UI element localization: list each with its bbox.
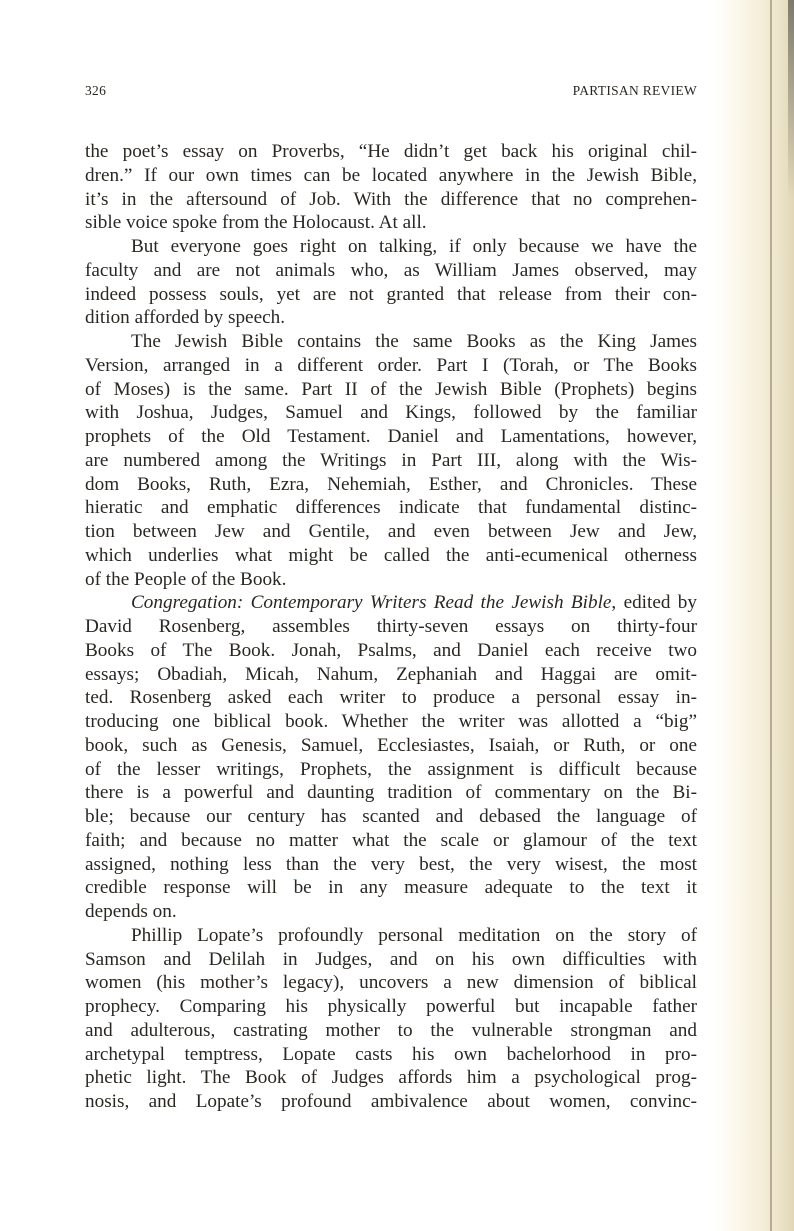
- book-title: Congregation: Contemporary Writers Read the Jewish Bible: [131, 592, 612, 614]
- paragraph-1: [85, 140, 697, 235]
- text-line: phetic light. The Book of Judges affords him a psychological prog-: [85, 1067, 697, 1089]
- text-line: Books of The Book. Jonah, Psalms, and Daniel each receive two: [85, 639, 697, 661]
- text-line: nosis, and Lopate’s profound ambivalence about women, convinc-: [85, 1091, 697, 1112]
- text-line: Samson and Delilah in Judges, and on his own difficulties with: [85, 948, 697, 970]
- paragraph-2: [85, 235, 697, 330]
- text-line: faith; and because no matter what the scale or glamour of the text: [85, 829, 697, 851]
- page-corner-shadow: [788, 0, 794, 200]
- page-number: 326: [85, 83, 107, 98]
- text-line: essays; Obadiah, Micah, Nahum, Zephaniah and Haggai are omit-: [85, 663, 697, 685]
- text-line: indeed possess souls, yet are not granted that release from their con-: [85, 283, 697, 305]
- page-edge-shadow: [714, 0, 794, 1231]
- text-line: there is a powerful and daunting tradition of commentary on the Bi-: [85, 782, 697, 804]
- text-line: book, such as Genesis, Samuel, Ecclesiastes, Isaiah, or Ruth, or one: [85, 734, 697, 756]
- text-line: are numbered among the Writings in Part III, along with the Wis-: [85, 449, 697, 471]
- text-line: [85, 591, 697, 615]
- text-line: dom Books, Ruth, Ezra, Nehemiah, Esther, and Chronicles. These: [85, 473, 697, 495]
- page-edge-line: [770, 0, 772, 1231]
- text-line: The Jewish Bible contains the same Books as the King James: [131, 331, 697, 352]
- text-line: David Rosenberg, assembles thirty-seven essays on thirty-four: [85, 616, 697, 637]
- text-line: women (his mother’s legacy), uncovers a new dimension of biblical: [85, 972, 697, 994]
- text-line: prophecy. Comparing his physically powerful but incapable father: [85, 996, 697, 1017]
- text-line: depends on.: [85, 901, 177, 922]
- text-line: ble; because our century has scanted and debased the language of: [85, 806, 697, 827]
- text-line: hieratic and emphatic differences indicate that fundamental distinc-: [85, 497, 697, 519]
- paragraph-5: [85, 924, 697, 1114]
- text-line: and adulterous, castrating mother to the vulnerable strongman and: [85, 1019, 697, 1041]
- text-line: tion between Jew and Gentile, and even between Jew and Jew,: [85, 521, 697, 542]
- paragraph-4: [85, 591, 697, 924]
- text-line: But everyone goes right on talking, if only because we have the: [131, 236, 697, 257]
- text-line: assigned, nothing less than the very best, the very wisest, the most: [85, 853, 697, 875]
- text-line: of Moses) is the same. Part II of the Jewish Bible (Prophets) begins: [85, 378, 697, 400]
- text-line: with Joshua, Judges, Samuel and Kings, followed by the familiar: [85, 402, 697, 424]
- text-run: , edited by: [611, 592, 697, 614]
- text-line: sible voice spoke from the Holocaust. At all.: [85, 212, 427, 234]
- text-line: credible response will be in any measure adequate to the text it: [85, 877, 697, 899]
- running-head: [85, 83, 697, 103]
- text-line: troducing one biblical book. Whether the writer was allotted a “big”: [85, 711, 697, 732]
- text-line: the poet’s essay on Proverbs, “He didn’t get back his original chil-: [85, 141, 697, 162]
- text-line: it’s in the aftersound of Job. With the difference that no comprehen-: [85, 188, 697, 210]
- journal-title: PARTISAN REVIEW: [572, 83, 697, 98]
- text-line: prophets of the Old Testament. Daniel and Lamentations, however,: [85, 426, 697, 447]
- text-line: Phillip Lopate’s profoundly personal meditation on the story of: [131, 924, 697, 946]
- text-line: archetypal temptress, Lopate casts his own bachelorhood in pro-: [85, 1043, 697, 1065]
- paragraph-3: [85, 330, 697, 591]
- text-line: of the People of the Book.: [85, 568, 287, 590]
- text-line: ted. Rosenberg asked each writer to produce a personal essay in-: [85, 687, 697, 709]
- text-line: dition afforded by speech.: [85, 307, 285, 329]
- text-line: faculty and are not animals who, as William James observed, may: [85, 259, 697, 281]
- body-text: [85, 140, 697, 1114]
- text-line: Version, arranged in a different order. Part I (Torah, or The Books: [85, 354, 697, 376]
- text-line: which underlies what might be called the anti-ecumenical otherness: [85, 544, 697, 566]
- text-line: dren.” If our own times can be located anywhere in the Jewish Bible,: [85, 164, 697, 186]
- text-line: of the lesser writings, Prophets, the assignment is difficult because: [85, 758, 697, 780]
